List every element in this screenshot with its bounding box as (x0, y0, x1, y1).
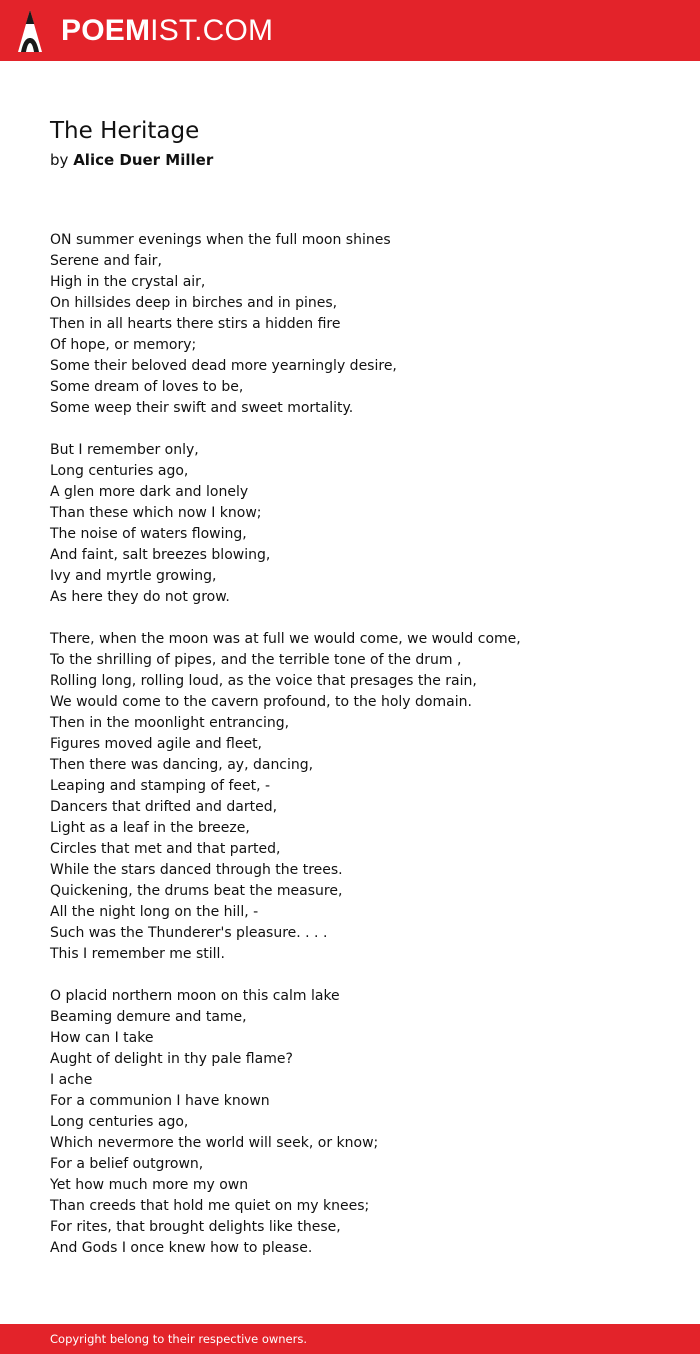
poem-line: For a belief outgrown, (50, 1156, 204, 1172)
poem-line: Some weep their swift and sweet mortality. (50, 400, 354, 416)
poem-line: To the shrilling of pipes, and the terrible tone of the drum , (50, 652, 462, 668)
poem-line: Than these which now I know; (50, 505, 262, 521)
poem-line: I ache (50, 1072, 93, 1088)
poem-line: While the stars danced through the trees. (50, 862, 343, 878)
byline-prefix: by (50, 151, 69, 169)
poem-line: High in the crystal air, (50, 274, 206, 290)
pencil-tip-icon (17, 9, 43, 53)
site-brand (61, 9, 273, 53)
poem-line: All the night long on the hill, - (50, 904, 259, 920)
poem-stanza (50, 986, 650, 1259)
poem-byline (50, 150, 650, 170)
poem-line: Beaming demure and tame, (50, 1009, 247, 1025)
poem-line: Then there was dancing, ay, dancing, (50, 757, 314, 773)
poem-line: Ivy and myrtle growing, (50, 568, 217, 584)
copyright-text: Copyright belong to their respective owners. (50, 1332, 308, 1346)
poem-body (50, 230, 650, 1259)
poem-line: There, when the moon was at full we would come, we would come, (50, 631, 521, 647)
poem-line: Yet how much more my own (50, 1177, 249, 1193)
poem-line: Quickening, the drums beat the measure, (50, 883, 343, 899)
poem-line: And faint, salt breezes blowing, (50, 547, 271, 563)
poem-line: Some dream of loves to be, (50, 379, 244, 395)
brand-strong-text: POEM (61, 14, 151, 47)
poem-line: Then in the moonlight entrancing, (50, 715, 290, 731)
poem-line: For rites, that brought delights like these, (50, 1219, 341, 1235)
poem-line: Dancers that drifted and darted, (50, 799, 278, 815)
poem-line: Long centuries ago, (50, 463, 189, 479)
poem-line: The noise of waters flowing, (50, 526, 247, 542)
site-header (0, 0, 700, 61)
poem-stanza (50, 440, 650, 608)
poem-line: Circles that met and that parted, (50, 841, 281, 857)
site-footer (0, 1324, 700, 1354)
poem-line: Such was the Thunderer's pleasure. . . . (50, 925, 328, 941)
author-name: Alice Duer Miller (73, 151, 214, 169)
poem-line: Than creeds that hold me quiet on my knees; (50, 1198, 370, 1214)
poem-line: Some their beloved dead more yearningly desire, (50, 358, 397, 374)
poem-title: The Heritage (50, 118, 200, 144)
poem-line: A glen more dark and lonely (50, 484, 249, 500)
poem-line: Then in all hearts there stirs a hidden fire (50, 316, 341, 332)
poem-line: ON summer evenings when the full moon shines (50, 232, 391, 248)
poem-line: O placid northern moon on this calm lake (50, 988, 340, 1004)
poem-stanza (50, 230, 650, 419)
poem-content (50, 112, 650, 1280)
poem-line: But I remember only, (50, 442, 199, 458)
poem-line: Aught of delight in thy pale flame? (50, 1051, 293, 1067)
poem-line: Of hope, or memory; (50, 337, 197, 353)
poem-line: We would come to the cavern profound, to the holy domain. (50, 694, 472, 710)
poem-line: On hillsides deep in birches and in pines, (50, 295, 338, 311)
poem-line: Serene and fair, (50, 253, 162, 269)
poem-line: Rolling long, rolling loud, as the voice that presages the rain, (50, 673, 477, 689)
poem-line: This I remember me still. (50, 946, 225, 962)
poem-line: Light as a leaf in the breeze, (50, 820, 250, 836)
site-logo-link[interactable] (17, 9, 273, 53)
poem-line: For a communion I have known (50, 1093, 270, 1109)
poem-stanza (50, 629, 650, 965)
poem-line: As here they do not grow. (50, 589, 230, 605)
poem-line: Figures moved agile and fleet, (50, 736, 263, 752)
poem-line: Leaping and stamping of feet, - (50, 778, 271, 794)
poem-line: And Gods I once knew how to please. (50, 1240, 313, 1256)
poem-line: How can I take (50, 1030, 154, 1046)
poem-line: Which nevermore the world will seek, or know; (50, 1135, 379, 1151)
brand-light-text: IST.COM (150, 14, 274, 47)
poem-line: Long centuries ago, (50, 1114, 189, 1130)
